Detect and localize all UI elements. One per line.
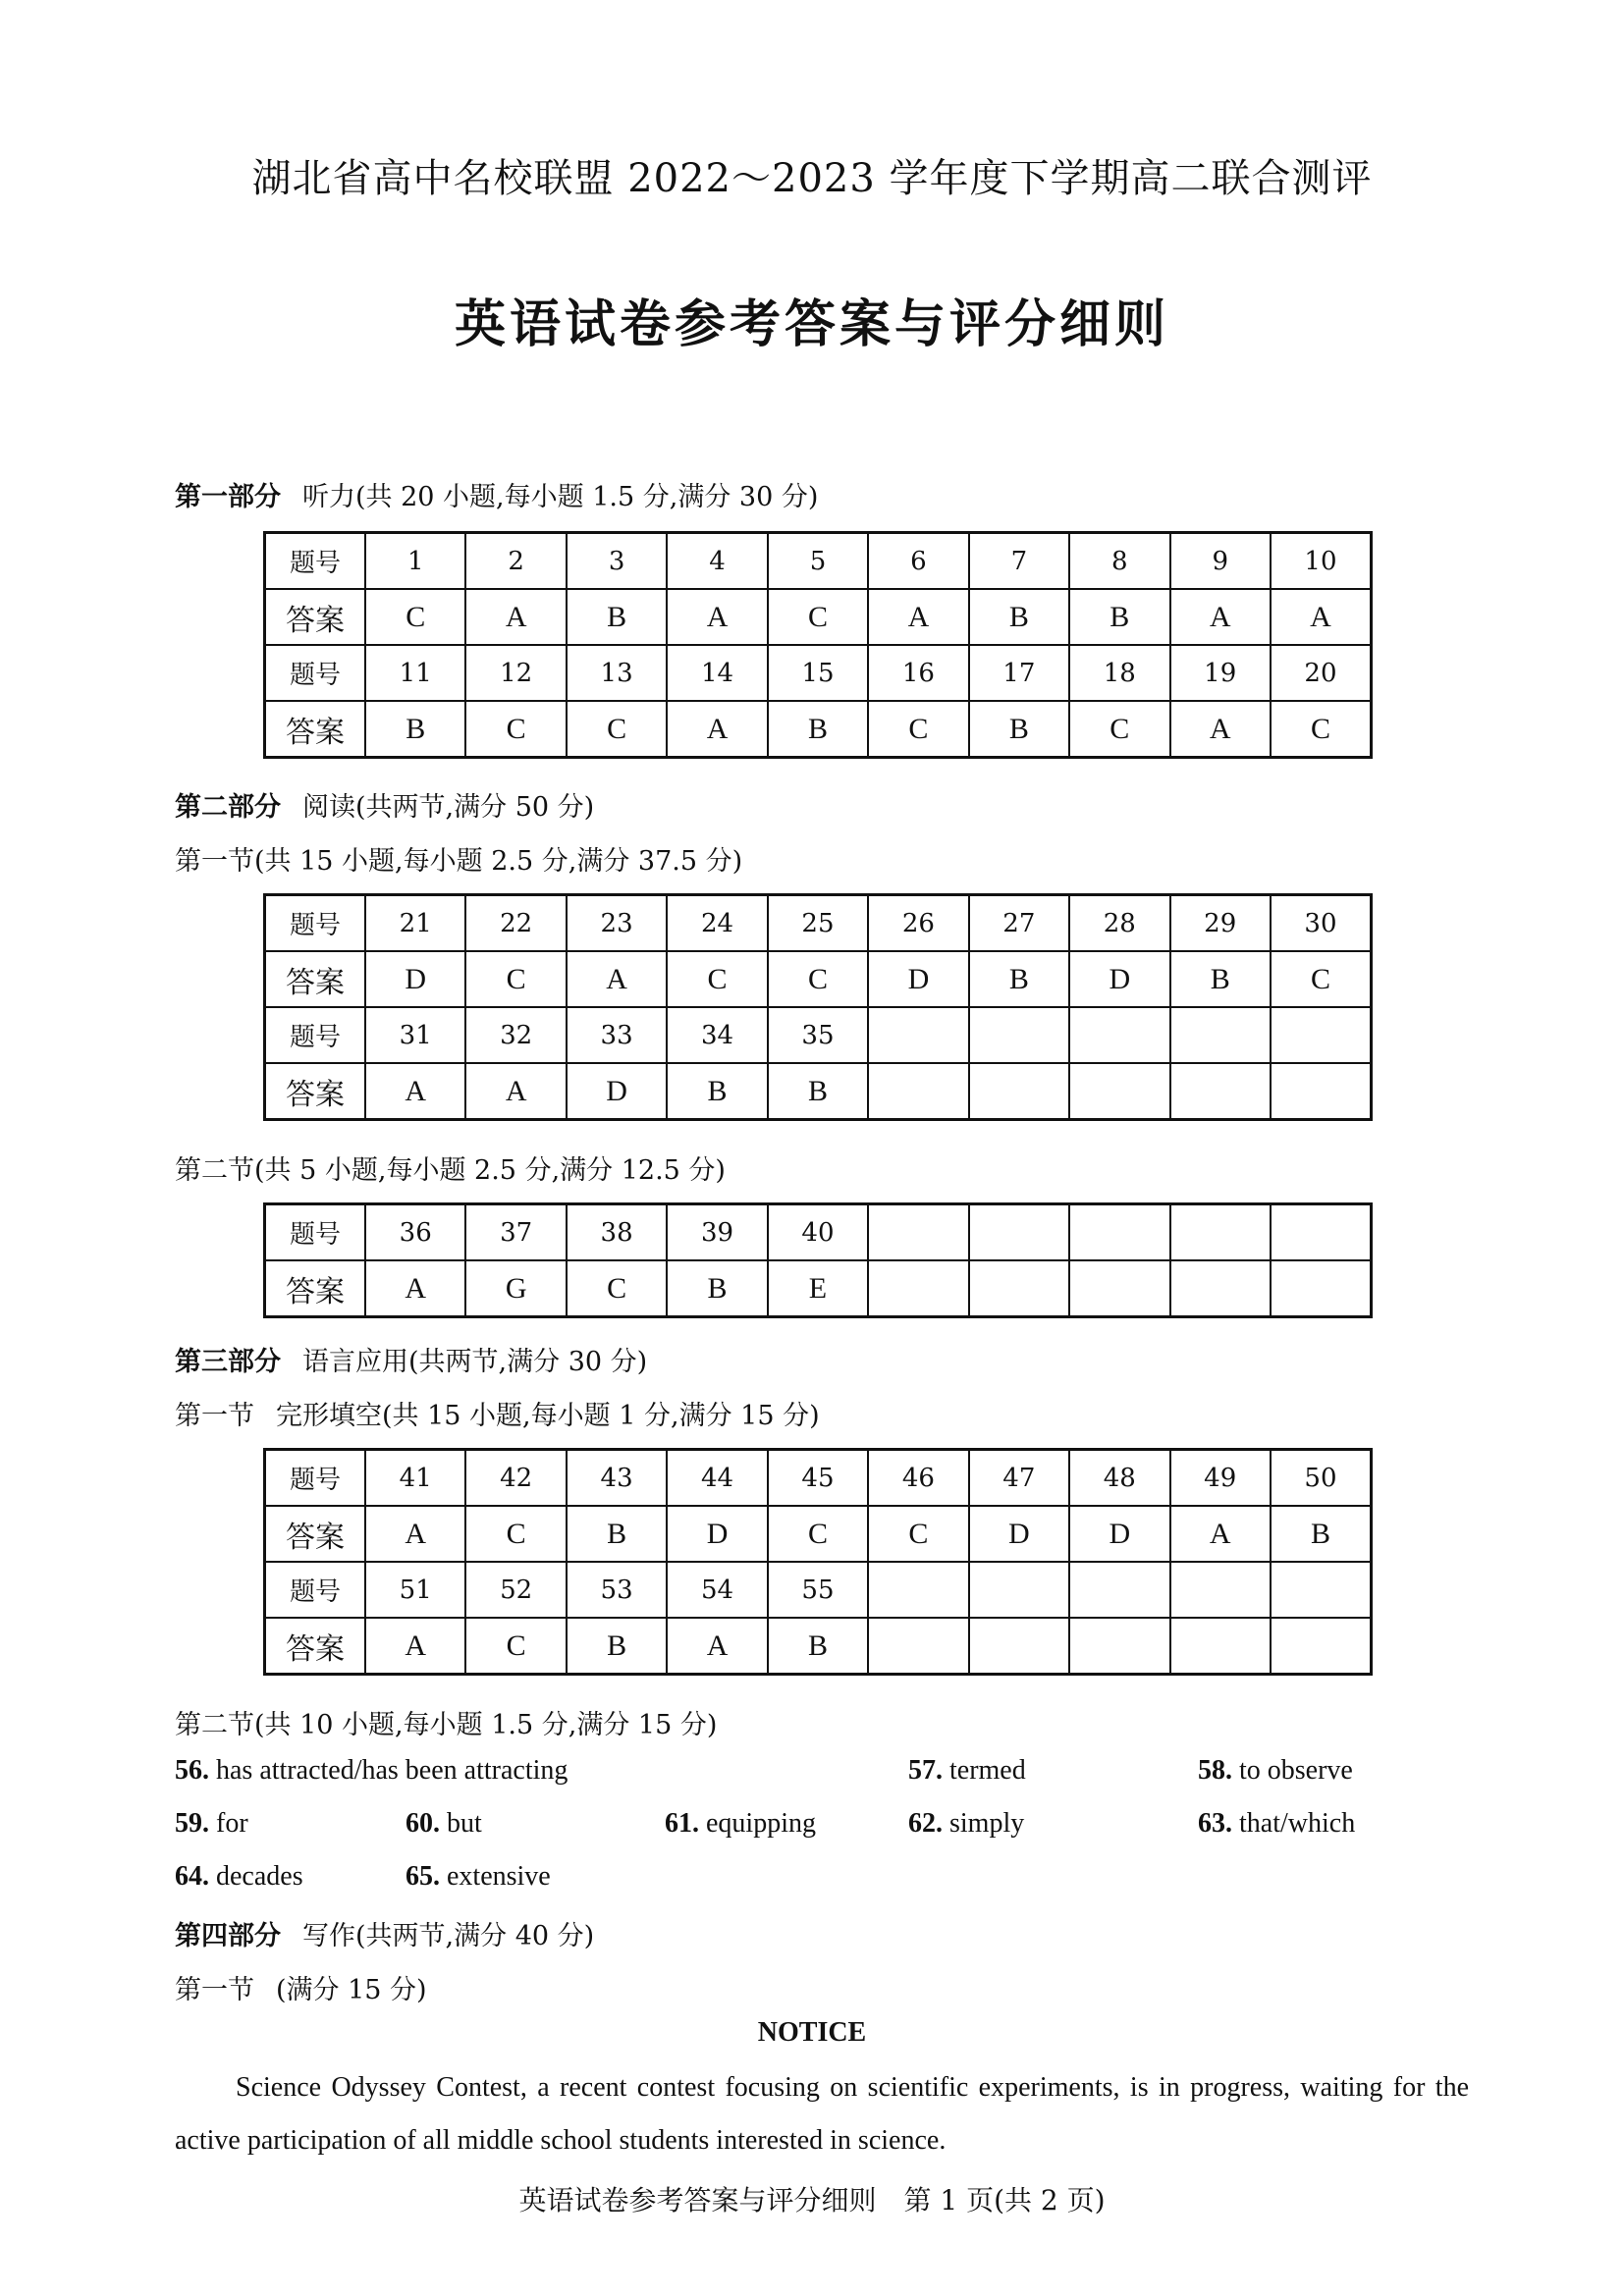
answer-cell: B — [365, 701, 465, 758]
question-number-cell: 19 — [1170, 645, 1271, 701]
reading-section1-answer-table — [263, 893, 1373, 1121]
reading-section2-answer-table — [263, 1202, 1373, 1318]
question-number-cell: 47 — [969, 1450, 1069, 1507]
table-row — [265, 589, 1372, 645]
question-number-cell: 35 — [768, 1007, 868, 1063]
answer-cell: A — [465, 589, 566, 645]
row-label: 答案 — [265, 589, 366, 645]
question-number-cell: 18 — [1069, 645, 1169, 701]
answer-cell — [1069, 1260, 1169, 1317]
answer-cell: C — [1069, 701, 1169, 758]
answer-cell: A — [567, 951, 667, 1007]
answer-cell: D — [567, 1063, 667, 1120]
answer-cell: C — [465, 951, 566, 1007]
table-row — [265, 645, 1372, 701]
page-footer: 英语试卷参考答案与评分细则 第 1 页(共 2 页) — [518, 2184, 1106, 2216]
answer-cell: C — [465, 1506, 566, 1562]
fill-answer-62: 62. simply — [908, 1808, 1025, 1839]
answer-cell — [1069, 1063, 1169, 1120]
answer-cell: D — [1069, 1506, 1169, 1562]
answer-cell: A — [365, 1260, 465, 1317]
fill-answer-60: 60. but — [406, 1808, 482, 1839]
notice-title: NOTICE — [757, 2017, 867, 2048]
question-number-cell: 36 — [365, 1204, 465, 1261]
question-number-cell: 33 — [567, 1007, 667, 1063]
part3-section2-heading: 第二节(共 10 小题,每小题 1.5 分,满分 15 分) — [175, 1710, 718, 1740]
table-row — [265, 1562, 1372, 1618]
part1-heading — [175, 475, 818, 513]
fill-answer-57: 57. termed — [908, 1755, 1026, 1786]
question-number-cell — [1271, 1007, 1372, 1063]
part4-section1-label: 第一节 — [175, 1975, 254, 2005]
question-number-cell: 3 — [567, 533, 667, 590]
table-row — [265, 1260, 1372, 1317]
part4-label: 第四部分 — [175, 1921, 281, 1951]
answer-cell: B — [567, 1506, 667, 1562]
row-label: 题号 — [265, 1450, 366, 1507]
fill-answer-58: 58. to observe — [1198, 1755, 1353, 1786]
page-title: 湖北省高中名校联盟 2022～2023 学年度下学期高二联合测评 — [251, 156, 1373, 201]
row-label: 答案 — [265, 1063, 366, 1120]
row-label: 答案 — [265, 1618, 366, 1675]
answer-cell: B — [969, 701, 1069, 758]
answer-cell: B — [567, 1618, 667, 1675]
answer-cell: C — [1271, 951, 1372, 1007]
question-number-cell: 6 — [868, 533, 968, 590]
part3-text: 语言应用(共两节,满分 30 分) — [302, 1347, 648, 1377]
question-number-cell: 1 — [365, 533, 465, 590]
question-number-cell: 23 — [567, 895, 667, 952]
answer-cell: A — [667, 589, 767, 645]
question-number-cell — [1170, 1562, 1271, 1618]
part2-text: 阅读(共两节,满分 50 分) — [302, 792, 595, 823]
question-number-cell: 20 — [1271, 645, 1372, 701]
answer-cell: A — [1170, 701, 1271, 758]
part3-section1-text: 完形填空(共 15 小题,每小题 1 分,满分 15 分) — [276, 1401, 820, 1431]
answer-cell: D — [1069, 951, 1169, 1007]
question-number-cell: 9 — [1170, 533, 1271, 590]
answer-cell: C — [768, 951, 868, 1007]
answer-cell: C — [365, 589, 465, 645]
cloze-answer-table — [263, 1448, 1373, 1676]
question-number-cell: 10 — [1271, 533, 1372, 590]
row-label: 题号 — [265, 1007, 366, 1063]
question-number-cell: 11 — [365, 645, 465, 701]
question-number-cell: 30 — [1271, 895, 1372, 952]
fill-answer-63: 63. that/which — [1198, 1808, 1356, 1839]
question-number-cell: 14 — [667, 645, 767, 701]
answer-cell: D — [969, 1506, 1069, 1562]
answer-cell: C — [768, 589, 868, 645]
answer-cell: D — [365, 951, 465, 1007]
question-number-cell: 24 — [667, 895, 767, 952]
question-number-cell: 5 — [768, 533, 868, 590]
answer-cell — [1170, 1063, 1271, 1120]
table-row — [265, 1204, 1372, 1261]
fill-answer-56: 56. has attracted/has been attracting — [175, 1755, 568, 1786]
part3-section1-heading — [175, 1394, 820, 1432]
part4-heading — [175, 1914, 594, 1952]
question-number-cell: 13 — [567, 645, 667, 701]
question-number-cell: 40 — [768, 1204, 868, 1261]
answer-cell: B — [969, 951, 1069, 1007]
question-number-cell: 41 — [365, 1450, 465, 1507]
row-label: 答案 — [265, 1260, 366, 1317]
question-number-cell: 7 — [969, 533, 1069, 590]
table-row — [265, 1007, 1372, 1063]
fill-answer-65: 65. extensive — [406, 1861, 551, 1892]
question-number-cell: 31 — [365, 1007, 465, 1063]
question-number-cell: 17 — [969, 645, 1069, 701]
question-number-cell — [868, 1562, 968, 1618]
question-number-cell — [969, 1562, 1069, 1618]
notice-body — [175, 2061, 1469, 2167]
answer-cell: D — [868, 951, 968, 1007]
answer-cell: A — [868, 589, 968, 645]
question-number-cell: 8 — [1069, 533, 1169, 590]
question-number-cell: 4 — [667, 533, 767, 590]
answer-cell: B — [768, 1618, 868, 1675]
question-number-cell: 38 — [567, 1204, 667, 1261]
answer-cell: C — [868, 701, 968, 758]
answer-cell: A — [365, 1506, 465, 1562]
answer-cell: C — [465, 701, 566, 758]
question-number-cell — [868, 1204, 968, 1261]
row-label: 题号 — [265, 895, 366, 952]
table-row — [265, 1618, 1372, 1675]
answer-cell: C — [667, 951, 767, 1007]
answer-cell: B — [667, 1260, 767, 1317]
table-row — [265, 533, 1372, 590]
listening-answer-table — [263, 531, 1373, 759]
part3-section1-label: 第一节 — [175, 1401, 254, 1431]
answer-cell: B — [1069, 589, 1169, 645]
question-number-cell — [969, 1007, 1069, 1063]
part2-section1-heading: 第一节(共 15 小题,每小题 2.5 分,满分 37.5 分) — [175, 846, 743, 877]
answer-cell: C — [465, 1618, 566, 1675]
answer-cell: B — [667, 1063, 767, 1120]
question-number-cell: 49 — [1170, 1450, 1271, 1507]
fill-answer-64: 64. decades — [175, 1861, 303, 1892]
answer-cell: B — [768, 701, 868, 758]
question-number-cell: 27 — [969, 895, 1069, 952]
question-number-cell: 29 — [1170, 895, 1271, 952]
answer-cell: A — [667, 701, 767, 758]
part4-section1-text: (满分 15 分) — [276, 1975, 427, 2005]
question-number-cell: 48 — [1069, 1450, 1169, 1507]
part3-heading — [175, 1340, 647, 1378]
answer-cell — [868, 1063, 968, 1120]
part4-section1-heading — [175, 1968, 427, 2006]
part1-label: 第一部分 — [175, 482, 281, 512]
table-row — [265, 895, 1372, 952]
question-number-cell: 22 — [465, 895, 566, 952]
fill-answer-59: 59. for — [175, 1808, 248, 1839]
question-number-cell: 54 — [667, 1562, 767, 1618]
table-row — [265, 1450, 1372, 1507]
question-number-cell: 25 — [768, 895, 868, 952]
table-row — [265, 701, 1372, 758]
question-number-cell — [868, 1007, 968, 1063]
table-row — [265, 951, 1372, 1007]
question-number-cell: 37 — [465, 1204, 566, 1261]
question-number-cell: 12 — [465, 645, 566, 701]
answer-cell: C — [868, 1506, 968, 1562]
answer-cell: B — [768, 1063, 868, 1120]
answer-cell — [1069, 1618, 1169, 1675]
question-number-cell: 28 — [1069, 895, 1169, 952]
question-number-cell: 21 — [365, 895, 465, 952]
answer-cell: A — [1170, 589, 1271, 645]
answer-cell: A — [365, 1063, 465, 1120]
answer-cell — [868, 1260, 968, 1317]
question-number-cell: 45 — [768, 1450, 868, 1507]
answer-cell — [1271, 1618, 1372, 1675]
question-number-cell: 50 — [1271, 1450, 1372, 1507]
row-label: 答案 — [265, 951, 366, 1007]
answer-cell: A — [365, 1618, 465, 1675]
question-number-cell — [969, 1204, 1069, 1261]
part2-section2-heading: 第二节(共 5 小题,每小题 2.5 分,满分 12.5 分) — [175, 1155, 726, 1186]
answer-cell: B — [1170, 951, 1271, 1007]
question-number-cell — [1271, 1204, 1372, 1261]
question-number-cell — [1170, 1007, 1271, 1063]
question-number-cell: 52 — [465, 1562, 566, 1618]
question-number-cell: 26 — [868, 895, 968, 952]
part2-heading — [175, 785, 594, 824]
question-number-cell: 34 — [667, 1007, 767, 1063]
answer-cell — [1271, 1063, 1372, 1120]
answer-cell: A — [1271, 589, 1372, 645]
answer-cell: C — [1271, 701, 1372, 758]
answer-cell — [969, 1063, 1069, 1120]
answer-cell: C — [567, 1260, 667, 1317]
answer-cell — [868, 1618, 968, 1675]
notice-paragraph: Science Odyssey Contest, a recent contest focusing on scientific experiments, is in progress, waiting for the active participation of all middle school students interested in science. — [175, 2072, 1469, 2156]
question-number-cell: 53 — [567, 1562, 667, 1618]
question-number-cell — [1069, 1007, 1169, 1063]
row-label: 题号 — [265, 1562, 366, 1618]
question-number-cell — [1271, 1562, 1372, 1618]
question-number-cell — [1069, 1562, 1169, 1618]
question-number-cell: 51 — [365, 1562, 465, 1618]
answer-cell: A — [1170, 1506, 1271, 1562]
row-label: 题号 — [265, 1204, 366, 1261]
question-number-cell: 39 — [667, 1204, 767, 1261]
part4-text: 写作(共两节,满分 40 分) — [302, 1921, 595, 1951]
answer-cell: C — [768, 1506, 868, 1562]
part1-text: 听力(共 20 小题,每小题 1.5 分,满分 30 分) — [302, 482, 819, 512]
row-label: 答案 — [265, 701, 366, 758]
question-number-cell: 43 — [567, 1450, 667, 1507]
answer-cell: C — [567, 701, 667, 758]
answer-cell — [1271, 1260, 1372, 1317]
row-label: 题号 — [265, 533, 366, 590]
answer-cell: D — [667, 1506, 767, 1562]
question-number-cell — [1170, 1204, 1271, 1261]
table-row — [265, 1506, 1372, 1562]
question-number-cell: 16 — [868, 645, 968, 701]
question-number-cell: 44 — [667, 1450, 767, 1507]
answer-cell: B — [567, 589, 667, 645]
row-label: 答案 — [265, 1506, 366, 1562]
answer-cell: G — [465, 1260, 566, 1317]
answer-cell — [969, 1260, 1069, 1317]
question-number-cell: 15 — [768, 645, 868, 701]
row-label: 题号 — [265, 645, 366, 701]
question-number-cell: 2 — [465, 533, 566, 590]
question-number-cell: 55 — [768, 1562, 868, 1618]
page-subtitle: 英语试卷参考答案与评分细则 — [454, 295, 1169, 354]
question-number-cell: 32 — [465, 1007, 566, 1063]
answer-cell: B — [969, 589, 1069, 645]
question-number-cell: 46 — [868, 1450, 968, 1507]
part3-label: 第三部分 — [175, 1347, 281, 1377]
answer-cell: E — [768, 1260, 868, 1317]
answer-cell — [969, 1618, 1069, 1675]
answer-cell: A — [465, 1063, 566, 1120]
fill-answer-61: 61. equipping — [665, 1808, 816, 1839]
part2-label: 第二部分 — [175, 792, 281, 823]
answer-cell — [1170, 1618, 1271, 1675]
answer-cell: B — [1271, 1506, 1372, 1562]
question-number-cell: 42 — [465, 1450, 566, 1507]
answer-cell — [1170, 1260, 1271, 1317]
answer-cell: A — [667, 1618, 767, 1675]
question-number-cell — [1069, 1204, 1169, 1261]
table-row — [265, 1063, 1372, 1120]
